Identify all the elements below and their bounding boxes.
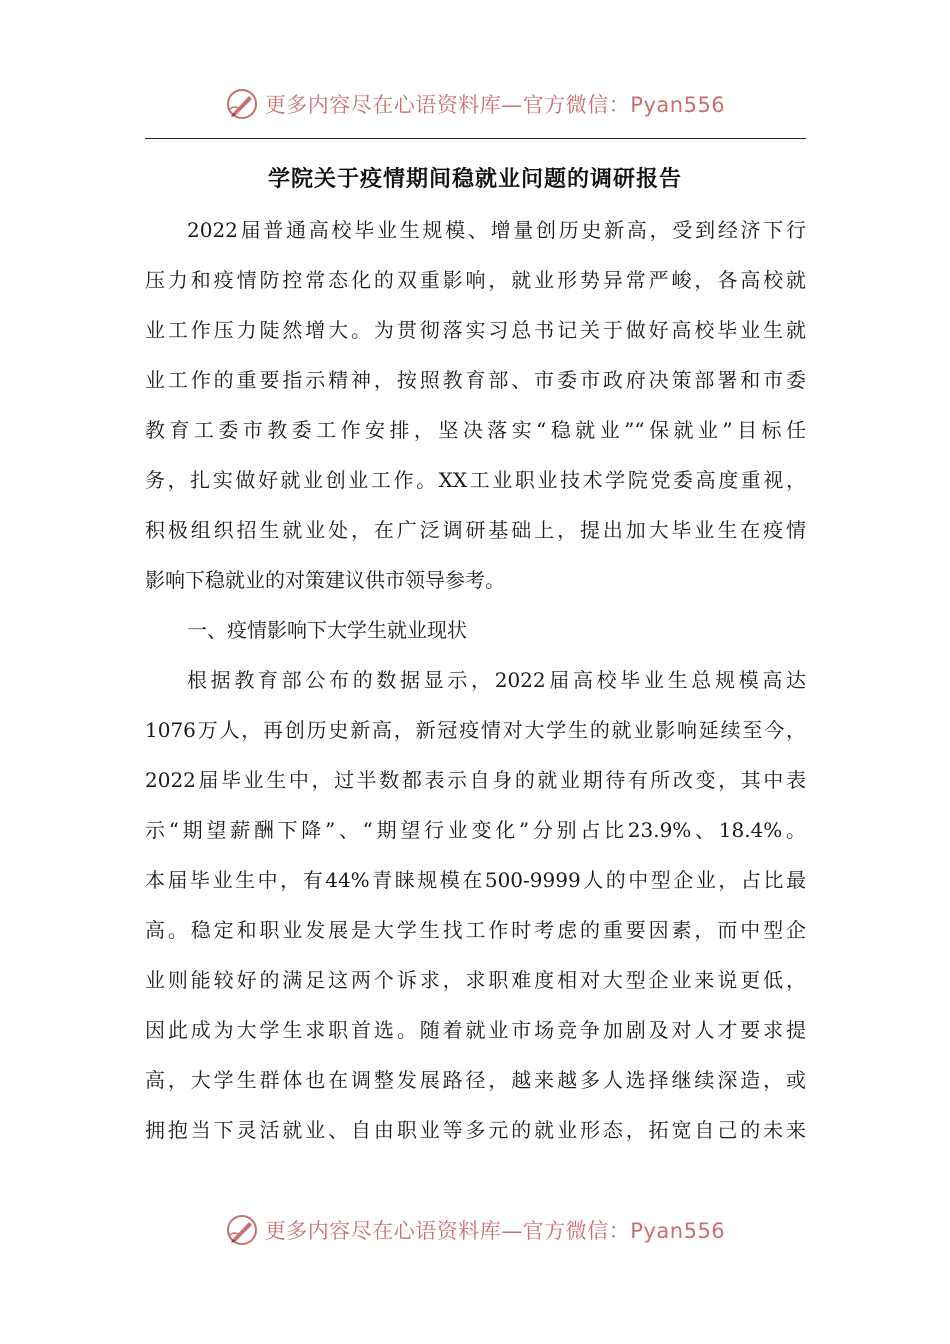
text-line: 教育工委市教委工作安排，坚决落实“稳就业”“保就业”目标任: [145, 418, 806, 442]
header-rule: [145, 138, 806, 139]
watermark-banner-bottom: [0, 1210, 950, 1250]
document-title: 学院关于疫情期间稳就业问题的调研报告: [267, 167, 682, 192]
watermark-banner-top: [0, 84, 950, 124]
text-line: 业则能较好的满足这两个诉求，求职难度相对大型企业来说更低，: [145, 968, 806, 992]
text-line: 压力和疫情防控常态化的双重影响，就业形势异常严峻，各高校就: [145, 268, 806, 292]
text-line: 2022届毕业生中，过半数都表示自身的就业期待有所改变，其中表: [145, 768, 806, 792]
text-line: 高。稳定和职业发展是大学生找工作时考虑的重要因素，而中型企: [145, 918, 806, 942]
text-line: 业工作压力陡然增大。为贯彻落实习总书记关于做好高校毕业生就: [145, 318, 806, 342]
watermark-text: 更多内容尽在心语资料库—官方微信：Pyan556: [264, 1219, 726, 1243]
text-line: 2022届普通高校毕业生规模、增量创历史新高，受到经济下行: [187, 218, 806, 242]
text-line: 因此成为大学生求职首选。随着就业市场竞争加剧及对人才要求提: [145, 1018, 806, 1042]
watermark-text: 更多内容尽在心语资料库—官方微信：Pyan556: [264, 93, 726, 117]
text-line: 本届毕业生中，有44%青睐规模在500-9999人的中型企业，占比最: [145, 868, 806, 892]
text-line: 务，扎实做好就业创业工作。XX工业职业技术学院党委高度重视，: [145, 468, 806, 492]
pen-logo-icon: [225, 1213, 259, 1247]
text-line: 根据教育部公布的数据显示，2022届高校毕业生总规模高达: [187, 668, 806, 692]
text-line: 高，大学生群体也在调整发展路径，越来越多人选择继续深造，或: [145, 1068, 806, 1092]
pen-logo-icon: [225, 87, 259, 121]
text-line: 影响下稳就业的对策建议供市领导参考。: [145, 568, 505, 592]
text-line: 积极组织招生就业处，在广泛调研基础上，提出加大毕业生在疫情: [145, 518, 806, 542]
text-line: 1076万人，再创历史新高，新冠疫情对大学生的就业影响延续至今，: [145, 718, 806, 742]
text-line: 拥抱当下灵活就业、自由职业等多元的就业形态，拓宽自己的未来: [145, 1118, 806, 1142]
section-heading: 一、疫情影响下大学生就业现状: [187, 618, 467, 642]
text-line: 业工作的重要指示精神，按照教育部、市委市政府决策部署和市委: [145, 368, 806, 392]
text-line: 示“期望薪酬下降”、“期望行业变化”分别占比23.9%、18.4%。: [145, 818, 806, 842]
